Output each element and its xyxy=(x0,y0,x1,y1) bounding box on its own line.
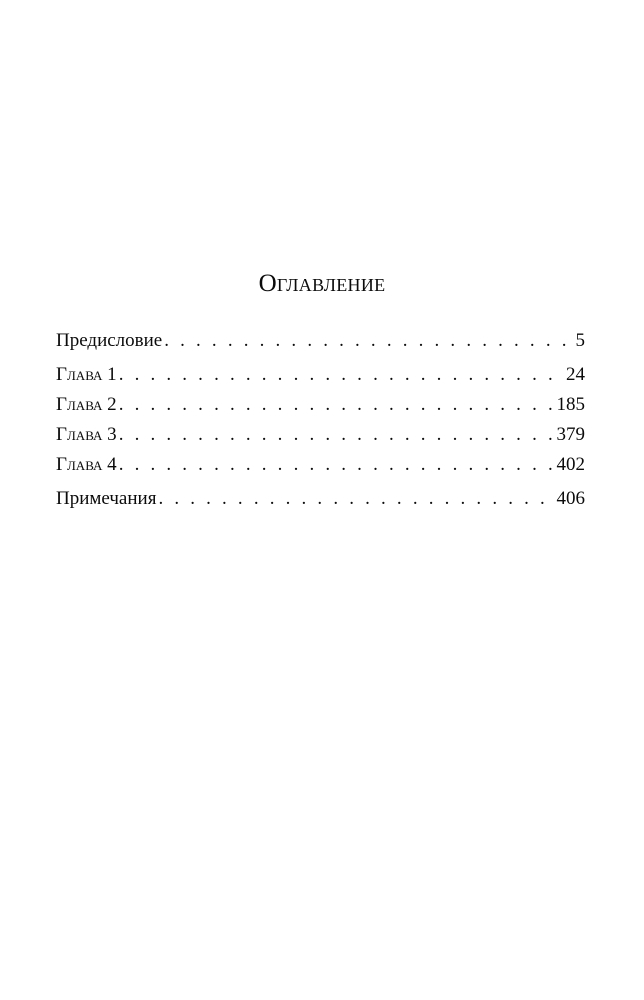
toc-list xyxy=(56,326,585,514)
toc-entry-notes[interactable] xyxy=(56,484,585,514)
toc-entry-chapter-4[interactable] xyxy=(56,450,585,480)
toc-entry-chapter-3[interactable] xyxy=(56,420,585,450)
toc-entry-label: Глава 2 xyxy=(56,394,117,415)
toc-entry-chapter-2[interactable] xyxy=(56,390,585,420)
toc-entry-page: 402 xyxy=(556,454,585,475)
toc-entry-label: Глава 4 xyxy=(56,454,117,475)
toc-entry-page: 406 xyxy=(556,488,585,509)
toc-entry-label: Примечания xyxy=(56,488,157,509)
dot-leader xyxy=(158,484,554,514)
toc-entry-label: Глава 1 xyxy=(56,364,117,385)
dot-leader xyxy=(119,390,555,420)
dot-leader xyxy=(119,450,555,480)
toc-entry-page: 5 xyxy=(575,330,585,351)
toc-entry-page: 24 xyxy=(566,364,585,385)
toc-entry-page: 379 xyxy=(556,424,585,445)
toc-title: Оглавление xyxy=(258,270,386,297)
toc-entry-label: Предисловие xyxy=(56,330,163,351)
dot-leader xyxy=(119,360,564,390)
dot-leader xyxy=(164,326,573,356)
toc-entry-page: 185 xyxy=(556,394,585,415)
toc-entry-preface[interactable] xyxy=(56,326,585,356)
toc-entry-label: Глава 3 xyxy=(56,424,117,445)
toc-entry-chapter-1[interactable] xyxy=(56,360,585,390)
dot-leader xyxy=(119,420,555,450)
